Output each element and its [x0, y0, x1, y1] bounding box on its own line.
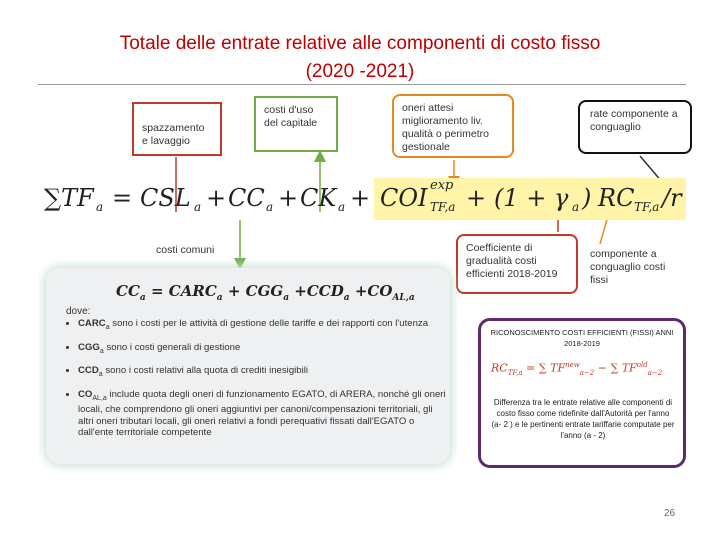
note-formula-t2-sup: old	[636, 361, 648, 369]
cc-formula-cgg-sub: a	[283, 293, 290, 303]
note-body: Differenza tra le entrate relative alle componenti di costo fisso come ridefinite dall'Autorità per l'anno (a- 2 ) e le pertinenti entrate tariffarie computate per l'anno (a - 2)	[491, 398, 675, 440]
formula-cc-sub: a	[266, 200, 274, 214]
cc-formula-carc: CARC	[168, 282, 217, 300]
note-heading: RICONOSCIMENTO COSTI EFFICIENTI (FISSI) ANNI 2018-2019	[490, 328, 674, 348]
definition-sym-cgg: CGG	[78, 341, 100, 353]
label-oneri-text: oneri attesi miglioramento liv. qualità o perimetro gestionale	[402, 102, 489, 153]
label-costi-comuni: costi comuni	[156, 244, 215, 256]
cc-formula-eq: =	[150, 282, 164, 300]
cc-formula	[116, 282, 415, 303]
formula-rc-sub: TF,a	[634, 200, 660, 214]
note-formula-eq: =	[526, 361, 536, 375]
cc-formula-carc-sub: a	[216, 293, 223, 303]
definition-item-co	[78, 389, 448, 439]
card-dove: dove:	[66, 306, 91, 317]
cc-formula-co: +CO	[354, 282, 393, 300]
formula-rc: RC	[598, 184, 635, 212]
note-formula-t2: ∑ TF	[610, 361, 637, 375]
note-formula-lhs-sub: TF,a	[507, 368, 523, 377]
definition-sym-ccd: CCD	[78, 365, 99, 376]
note-formula-t1-sup: new	[565, 361, 580, 369]
title-line-2: (2020 -2021)	[305, 61, 415, 82]
riconoscimento-box	[478, 318, 686, 468]
definition-text-cgg: sono i costi generali di gestione	[106, 341, 241, 353]
formula-coi-sub: TF,a	[430, 200, 456, 214]
formula-coi: COI	[380, 184, 428, 212]
definition-text-co: include quota degli oneri di funzionamento EGATO, di ARERA, nonché gli oneri locali, che comprendono gli oneri aggiuntivi per canoni/compensazioni territoriali, gli altri oneri tributari locali, gli oneri relativi a fondi perequativi fissati dall'EGATO o dall'ente territoriale competente	[78, 388, 446, 439]
card-definitions	[60, 314, 448, 439]
formula-gamma-sub: a	[572, 200, 580, 214]
formula-plus-1: +	[206, 184, 227, 212]
cc-formula-ccd-sub: a	[343, 293, 350, 303]
cc-formula-cc: CC	[116, 282, 140, 300]
definition-sub-ccd: a	[98, 370, 103, 378]
note-formula-minus: −	[597, 361, 607, 375]
note-formula-t2-sub: a−2	[647, 368, 663, 377]
formula-plus-3: +	[350, 184, 371, 212]
label-gradualita	[456, 234, 578, 294]
definition-sym-carc: CARC	[78, 318, 106, 329]
formula-cc: CC	[228, 184, 265, 212]
note-formula-t1: ∑ TF	[538, 361, 566, 375]
definition-item-carc	[78, 318, 448, 334]
title-line-1: Totale delle entrate relative alle componenti di costo fisso	[119, 33, 601, 54]
note-formula-lhs: RC	[491, 361, 508, 375]
formula-eq: =	[112, 184, 133, 212]
main-formula	[44, 174, 694, 224]
formula-plus-4: +	[466, 184, 487, 212]
costi-comuni-card	[46, 268, 450, 464]
label-gradualita-text: Coefficiente di gradualità costi efficienti 2018-2019	[466, 242, 558, 280]
definition-sub-co: AL,a	[92, 394, 107, 402]
formula-sum-sub: a	[96, 200, 104, 214]
definition-text-carc: sono i costi per le attività di gestione delle tariffe e dei rapporti con l'utenza	[112, 318, 429, 329]
formula-plus-2: +	[278, 184, 299, 212]
formula-ck: CK	[300, 184, 337, 212]
note-formula	[491, 361, 681, 377]
formula-paren-close: )	[582, 184, 592, 212]
formula-csl: CSL	[140, 184, 191, 212]
definition-item-ccd	[78, 365, 448, 381]
label-costi-uso-text: costi d'uso del capitale	[264, 104, 318, 129]
definition-item-cgg	[78, 342, 448, 358]
formula-paren: (1 + γ	[494, 184, 569, 212]
note-formula-t1-sub: a−2	[579, 368, 595, 377]
formula-ck-sub: a	[338, 200, 346, 214]
page-number: 26	[664, 508, 676, 519]
label-spazzamento-text: spazzamento e lavaggio	[142, 122, 205, 147]
cc-formula-co-sub: AL,a	[392, 293, 415, 303]
formula-csl-sub: a	[194, 200, 202, 214]
label-conguaglio-fissi: componente a conguaglio costi fissi	[590, 248, 666, 286]
definition-sym-co: CO	[78, 388, 93, 400]
formula-sum: ∑TF	[44, 184, 94, 212]
label-rate-text: rate componente a conguaglio	[590, 108, 678, 133]
cc-formula-cc-sub: a	[139, 293, 146, 303]
cc-formula-ccd: +CCD	[294, 282, 344, 300]
definition-sub-carc: a	[105, 323, 110, 331]
formula-coi-sup: exp	[430, 178, 454, 193]
formula-div-r: /r	[662, 184, 682, 212]
cc-formula-cgg: CGG	[245, 282, 284, 300]
cc-formula-plus1: +	[227, 282, 241, 300]
definition-sub-cgg: a	[99, 347, 104, 355]
definition-text-ccd: sono i costi relativi alla quota di crediti inesigibili	[105, 365, 309, 376]
